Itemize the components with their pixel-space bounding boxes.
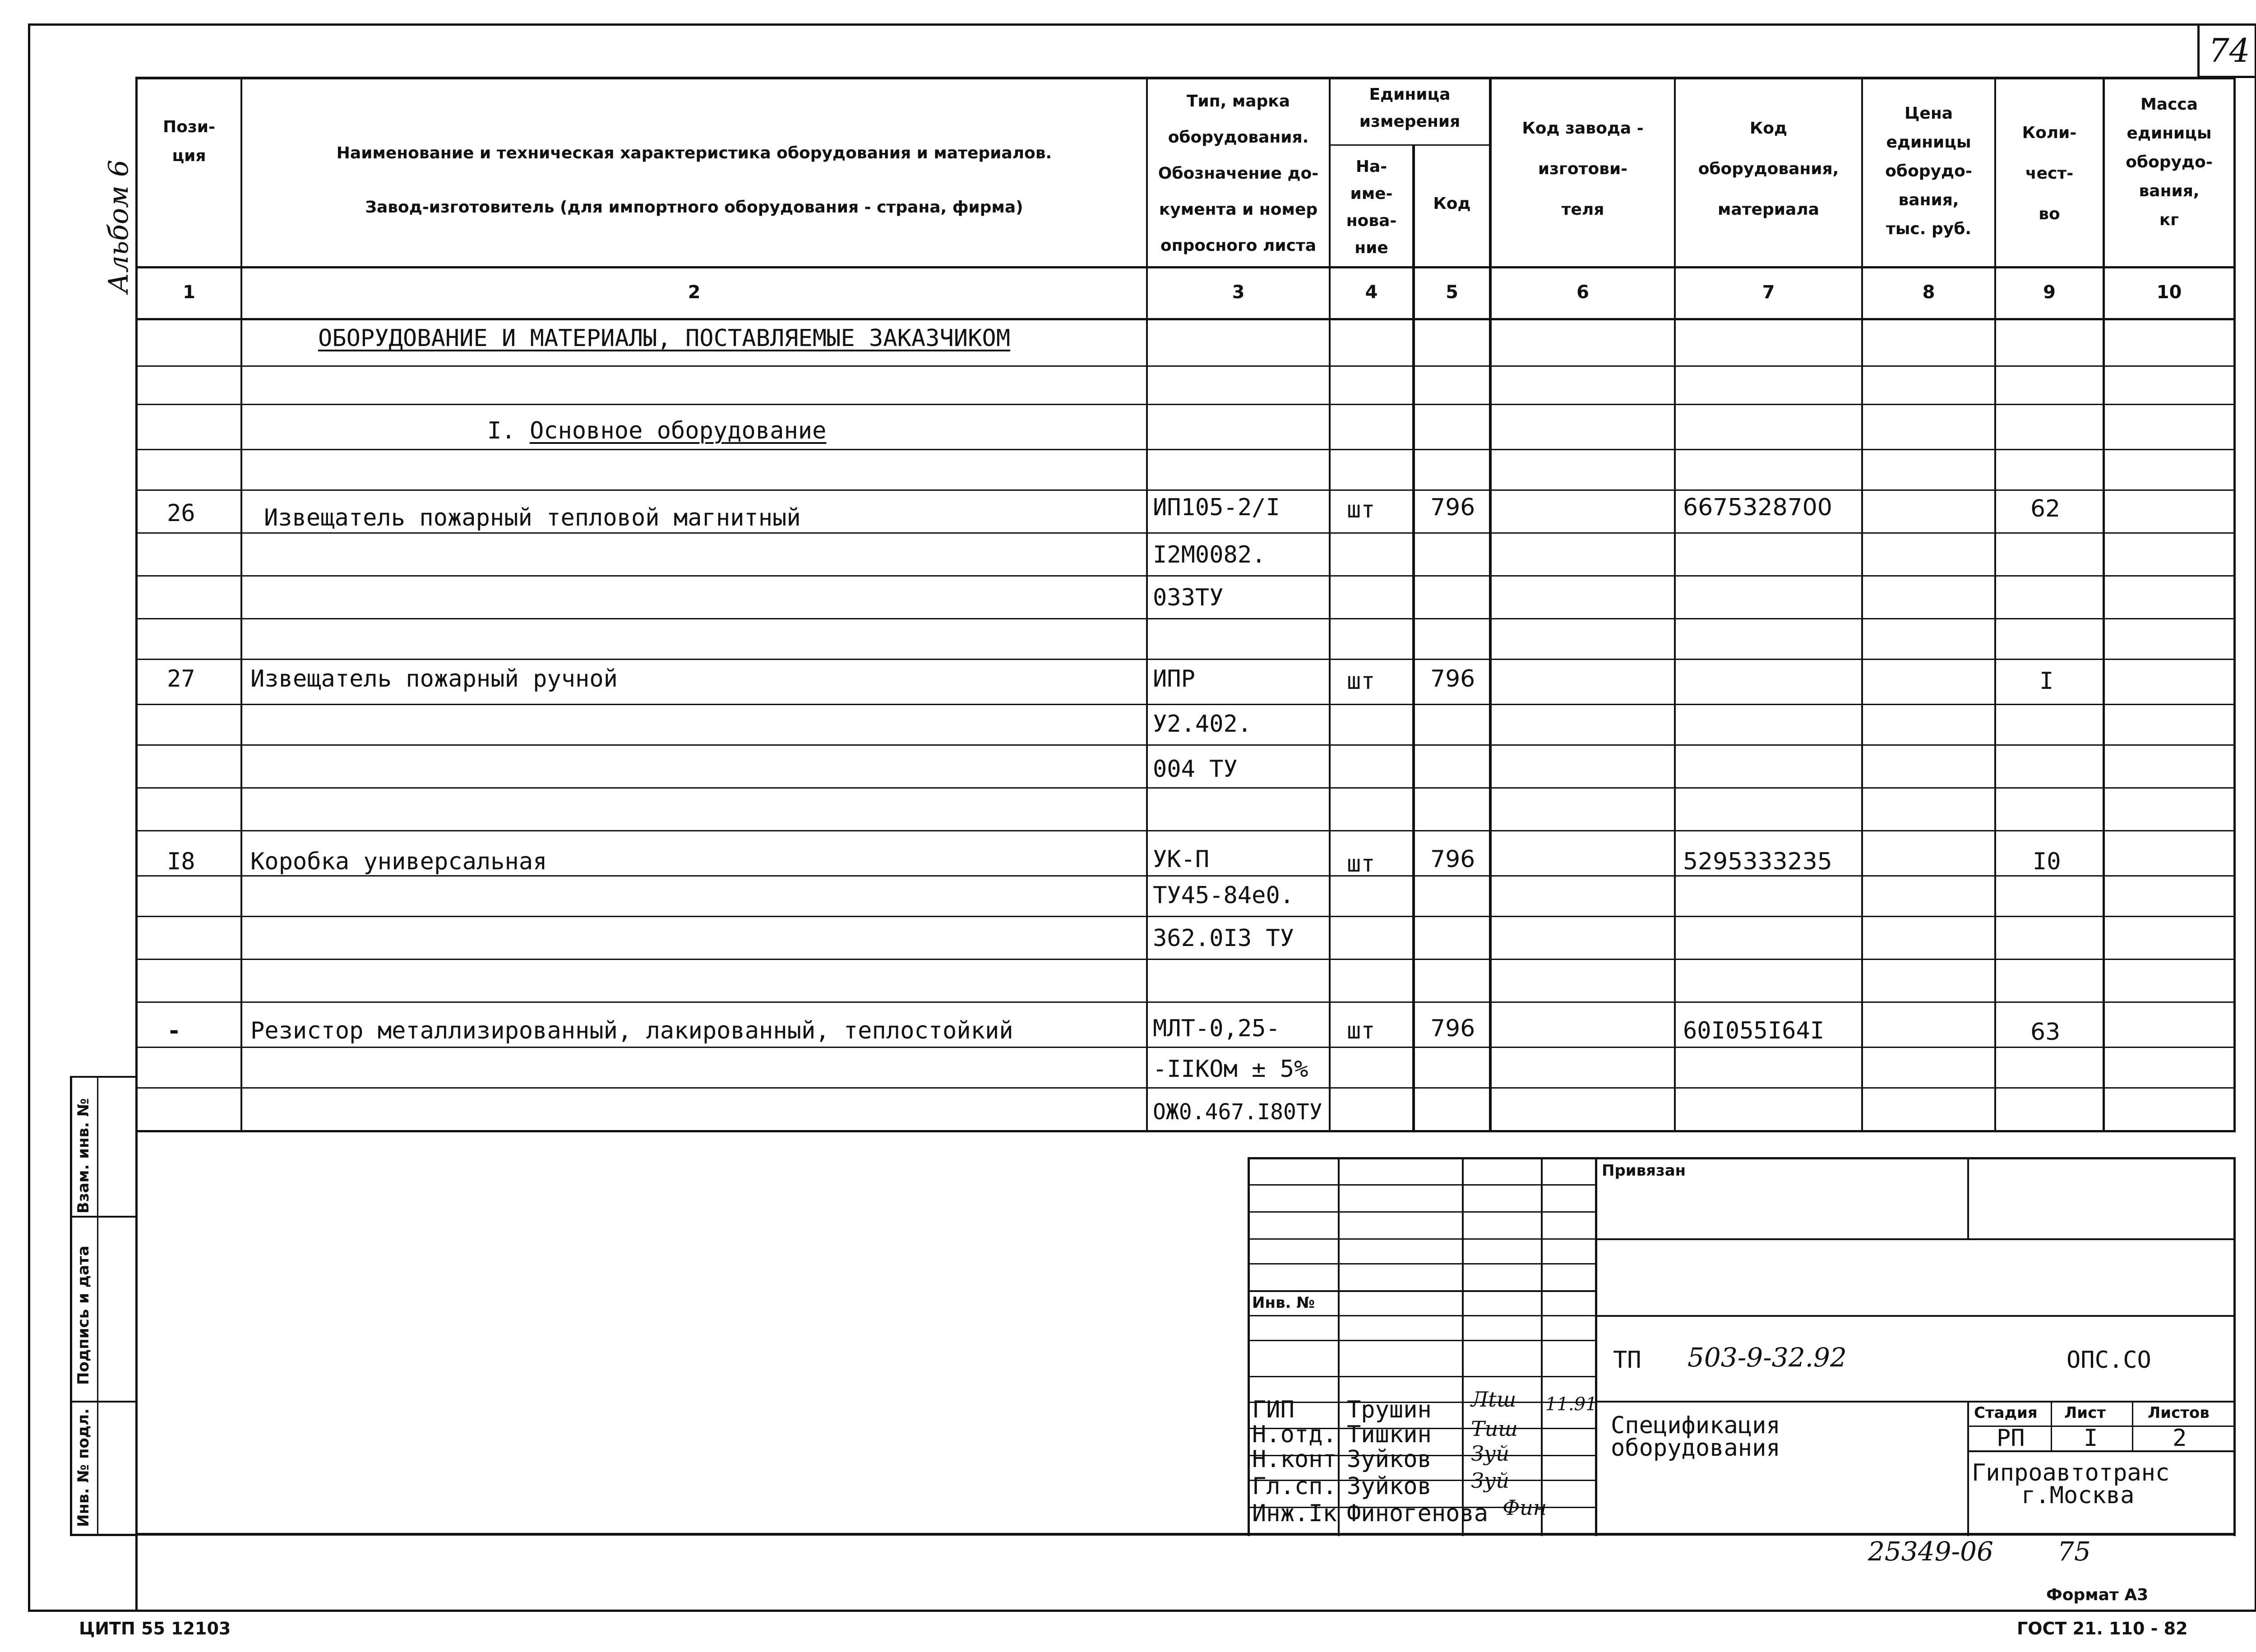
album-label: Альбом 6	[103, 159, 134, 293]
table-row-line	[135, 959, 2236, 960]
stamp-title-line1: Спецификация	[1611, 1412, 1780, 1439]
stamp-r-v2	[2051, 1401, 2052, 1451]
stamp-left	[1248, 1157, 1250, 1536]
margin-line-1	[70, 1216, 137, 1218]
stamp-doc-code: 503-9-32.92	[1687, 1342, 1847, 1373]
stamp-r-h1	[1597, 1238, 2236, 1240]
footer-print-code: ЦИТП 55 12103	[79, 1619, 231, 1638]
stamp-doc-prefix: ТП	[1613, 1347, 1641, 1374]
col-line-1	[240, 77, 242, 1132]
item-type-2: -IIКОм ± 5%	[1153, 1056, 1308, 1083]
stamp-bottom	[135, 1533, 2236, 1536]
item-type-2: I2М0082.	[1153, 541, 1266, 568]
header-col5: Код	[1433, 194, 1471, 213]
item-name: Извещатель пожарный ручной	[250, 665, 618, 692]
section-title: ОБОРУДОВАНИЕ И МАТЕРИАЛЫ, ПОСТАВЛЯЕМЫЕ ЗАКАЗЧИКОМ	[318, 325, 1011, 352]
stamp-r-v1	[1967, 1401, 1969, 1536]
item-unit: шт	[1347, 1017, 1375, 1044]
stamp-privyazan-div	[1967, 1157, 1969, 1238]
signer-name: Зуйков	[1347, 1473, 1432, 1500]
margin-vzam: Взам. инв. №	[74, 1098, 92, 1214]
item-type-3: 004 ТУ	[1153, 756, 1238, 783]
signer-role: Н.отд.	[1252, 1421, 1337, 1448]
col-line-0	[135, 77, 138, 1610]
signer-signature: Лtш	[1471, 1387, 1516, 1412]
stamp-sheet: I	[2084, 1425, 2098, 1452]
table-row-line	[135, 830, 2236, 831]
margin-line-top	[70, 1076, 137, 1078]
footer-archive-no: 25349-06	[1868, 1536, 1993, 1567]
item-pos: I8	[167, 848, 195, 875]
item-qty: I	[2039, 668, 2054, 695]
col-line-8	[1994, 77, 1996, 1132]
stamp-r-v3	[2132, 1401, 2133, 1451]
item-equip-code: 5295333235	[1683, 848, 1832, 875]
item-unit: шт	[1347, 496, 1375, 523]
margin-line-2	[70, 1401, 137, 1403]
colnum-2: 2	[688, 282, 701, 303]
table-row-line	[135, 404, 2236, 405]
table-row-line	[135, 618, 2236, 619]
stamp-title-line2: оборудования	[1611, 1435, 1780, 1462]
colnum-sep	[135, 318, 2236, 320]
item-equip-code: 60I055I64I	[1683, 1017, 1825, 1044]
item-pos: 27	[167, 665, 195, 692]
table-row-line	[135, 916, 2236, 917]
item-unit-code: 796	[1430, 846, 1475, 873]
subsection-text: Основное оборудование	[529, 417, 827, 444]
item-type-3: ОЖ0.467.I80ТУ	[1153, 1099, 1322, 1125]
colnum-7: 7	[1762, 282, 1775, 303]
item-type-3: 362.0I3 ТУ	[1153, 925, 1294, 952]
table-row-line	[135, 704, 2236, 705]
header-col8: Цена единицы оборудо- вания, тыс. руб.	[1885, 104, 1972, 238]
stamp-v3	[1541, 1157, 1543, 1536]
item-type-1: МЛТ-0,25-	[1153, 1015, 1280, 1042]
margin-line-left	[70, 1076, 72, 1536]
table-row-line	[135, 365, 2236, 367]
stamp-v2	[1462, 1157, 1464, 1536]
item-unit: шт	[1347, 668, 1375, 695]
footer-gost: ГОСТ 21. 110 - 82	[2017, 1619, 2188, 1638]
header-col3: Тип, марка оборудования. Обозначение до- кумента и номер опросного листа	[1158, 92, 1319, 255]
table-row-line	[135, 449, 2236, 450]
signer-name: Финогенова	[1347, 1500, 1489, 1527]
item-type-3: 033ТУ	[1153, 584, 1224, 611]
header-col6: Код завода - изготови- теля	[1522, 119, 1644, 219]
signer-signature: Фин	[1502, 1495, 1547, 1520]
signer-role: Н.конт	[1252, 1446, 1337, 1473]
table-row-line	[135, 659, 2236, 660]
item-pos: 26	[167, 500, 195, 527]
header-col4: На- име- нова- ние	[1346, 157, 1397, 257]
stamp-h1	[1248, 1184, 1597, 1186]
frame-left	[28, 23, 30, 1611]
colnum-6: 6	[1576, 282, 1589, 303]
table-top	[135, 77, 2236, 79]
colnum-1: 1	[183, 282, 195, 303]
colnum-8: 8	[1922, 282, 1935, 303]
item-name: Коробка универсальная	[250, 848, 547, 875]
item-equip-code: 6675328700	[1683, 494, 1832, 521]
table-row-line	[135, 1001, 2236, 1003]
col-line-10	[2233, 77, 2236, 1132]
header-unit-group: Единица измерения	[1359, 85, 1461, 131]
table-row-line	[135, 575, 2236, 577]
stamp-sheets-label: Листов	[2148, 1404, 2210, 1422]
item-pos: -	[167, 1017, 181, 1044]
stamp-h7	[1248, 1340, 1597, 1341]
stamp-h4	[1248, 1263, 1597, 1264]
table-row-line	[135, 1047, 2236, 1048]
stamp-sheets: 2	[2173, 1425, 2187, 1452]
stamp-stage-label: Стадия	[1974, 1404, 2038, 1422]
item-type-1: ИПР	[1153, 665, 1195, 692]
margin-line-mid	[97, 1076, 98, 1536]
stamp-h5	[1248, 1290, 1597, 1292]
unit-group-sep	[1329, 144, 1489, 146]
colnum-5: 5	[1446, 282, 1458, 303]
col-line-9	[2103, 77, 2105, 1132]
stamp-inv-no: Инв. №	[1252, 1294, 1315, 1312]
table-bottom	[135, 1130, 2236, 1132]
colnum-4: 4	[1365, 282, 1378, 303]
header-col9: Коли- чест- во	[2022, 124, 2077, 223]
item-type-1: УК-П	[1153, 846, 1210, 873]
frame-top	[28, 23, 2256, 26]
col-line-6	[1674, 77, 1676, 1132]
item-qty: 62	[2030, 495, 2061, 522]
stamp-h8	[1248, 1376, 1597, 1377]
stamp-v1	[1338, 1157, 1340, 1536]
stamp-h6	[1248, 1315, 1597, 1316]
frame-bottom	[28, 1610, 2256, 1612]
subsection-number: I.	[487, 417, 516, 444]
colnum-10: 10	[2156, 282, 2182, 303]
item-unit-code: 796	[1430, 665, 1475, 692]
colnum-9: 9	[2043, 282, 2056, 303]
margin-line-bottom	[70, 1534, 137, 1536]
header-col1: Пози- ция	[163, 118, 215, 165]
stamp-r-h3	[1597, 1401, 2236, 1403]
item-qty: I0	[2033, 848, 2061, 875]
table-row-line	[135, 489, 2236, 491]
signer-name: Зуйков	[1347, 1446, 1432, 1473]
item-name: Извещатель пожарный тепловой магнитный	[264, 504, 801, 531]
item-unit-code: 796	[1430, 1015, 1475, 1042]
signer-name: Тишкин	[1347, 1421, 1432, 1448]
stamp-date: 11.91	[1545, 1394, 1597, 1415]
item-type-2: У2.402.	[1153, 711, 1252, 738]
item-unit-code: 796	[1430, 494, 1475, 521]
signer-role: ГИП	[1252, 1396, 1294, 1423]
signer-role: Инж.Iк	[1252, 1500, 1337, 1527]
item-type-2: ТУ45-84е0.	[1153, 882, 1294, 909]
margin-podpis: Подпись и дата	[74, 1246, 92, 1385]
col-line-5	[1489, 77, 1492, 1132]
signer-signature: Тиш	[1471, 1417, 1518, 1441]
table-row-line	[135, 744, 2236, 746]
header-col7: Код оборудования, материала	[1698, 119, 1839, 219]
subsection-title	[487, 417, 826, 444]
stamp-v4	[1595, 1157, 1597, 1536]
sheet-corner-number: 74	[2209, 32, 2250, 69]
footer-format: Формат А3	[2046, 1586, 2149, 1604]
table-row-line	[135, 532, 2236, 534]
margin-inv-podl: Инв. № подл.	[74, 1408, 92, 1527]
stamp-privyazan: Привязан	[1602, 1162, 1686, 1180]
footer-page-no: 75	[2057, 1536, 2091, 1567]
corner-box-left	[2197, 23, 2200, 78]
signer-signature: Зуй	[1471, 1468, 1509, 1493]
colnum-3: 3	[1232, 282, 1245, 303]
signer-signature: Зуй	[1471, 1441, 1509, 1466]
stamp-sheet-label: Лист	[2064, 1404, 2106, 1422]
item-qty: 63	[2030, 1019, 2061, 1046]
table-row-line	[135, 787, 2236, 789]
item-name: Резистор металлизированный, лакированный, теплостойкий	[250, 1017, 1013, 1044]
stamp-h2	[1248, 1211, 1597, 1213]
header-col10: Масса единицы оборудо- вания, кг	[2126, 95, 2213, 229]
stamp-r-h2	[1597, 1315, 2236, 1317]
item-unit: шт	[1347, 850, 1375, 877]
table-row-line	[135, 875, 2236, 877]
stamp-h3	[1248, 1238, 1597, 1240]
stamp-stage: РП	[1997, 1425, 2025, 1452]
stamp-right	[2233, 1157, 2236, 1536]
item-type-1: ИП105-2/I	[1153, 494, 1280, 521]
stamp-doc-mark: ОПС.СО	[2066, 1347, 2151, 1374]
stamp-org-line1: Гипроавтотранс	[1972, 1459, 2170, 1486]
header-sep	[135, 266, 2236, 268]
stamp-org-line2: г.Москва	[2021, 1482, 2135, 1509]
table-row-line	[135, 1087, 2236, 1089]
stamp-top	[1248, 1157, 2236, 1159]
signer-role: Гл.сп.	[1252, 1473, 1337, 1500]
signer-name: Трушин	[1347, 1396, 1432, 1423]
header-col2: Наименование и техническая характеристика оборудования и материалов. Завод-изготовитель (для импортного оборудования - страна, фирма)	[336, 144, 1052, 217]
